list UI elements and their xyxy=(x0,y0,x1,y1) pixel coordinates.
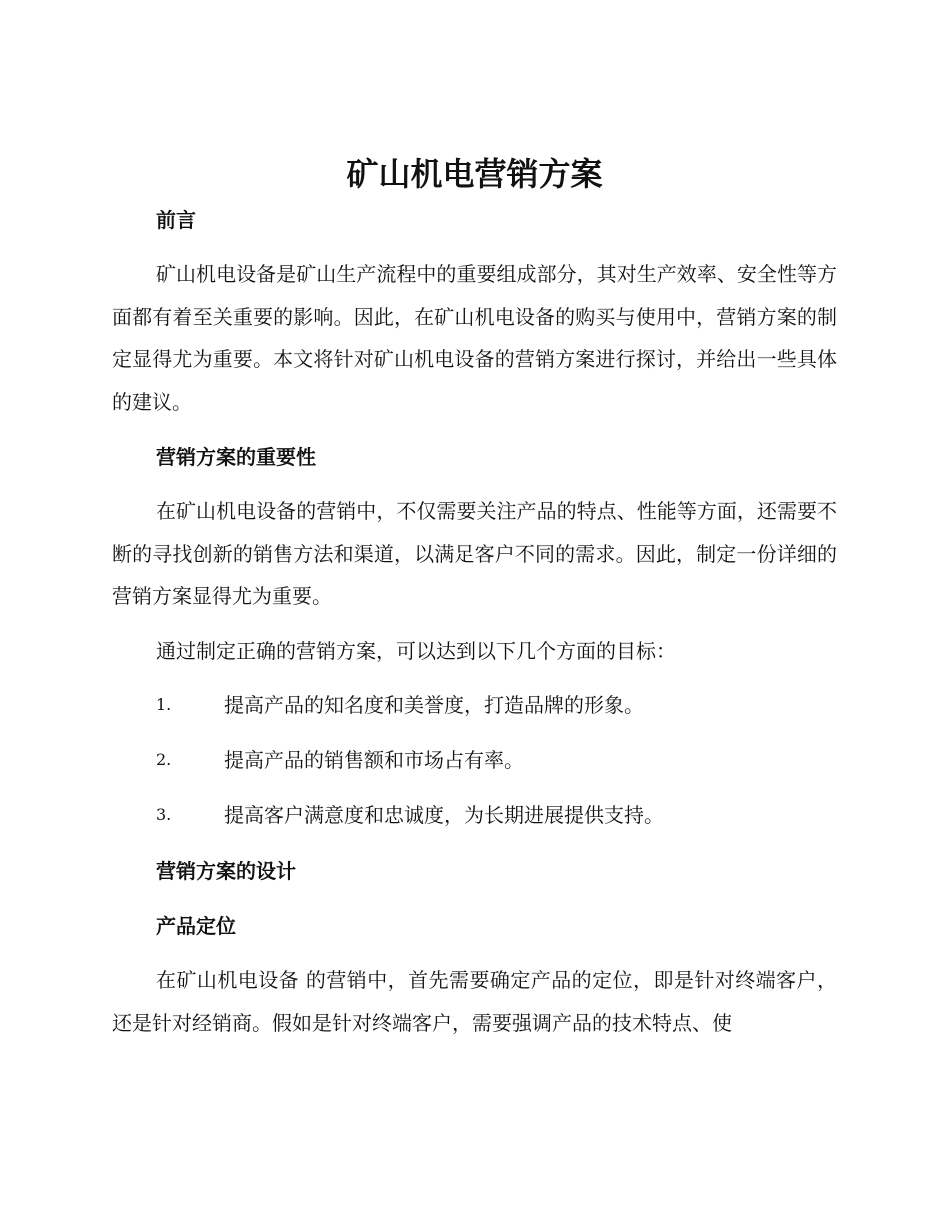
document-title: 矿山机电营销方案 xyxy=(346,155,603,193)
section-heading-importance: 营销方案的重要性 xyxy=(156,445,316,469)
paragraph-positioning: 在矿山机电设备 的营销中，首先需要确定产品的定位，即是针对终端客户，还是针对经销商。假如是针对终端客户，需要强调产品的技术特点、使 xyxy=(112,968,837,1035)
paragraph-importance: 在矿山机电设备的营销中，不仅需要关注产品的特点、性能等方面，还需要不断的寻找创新的销售方法和渠道，以满足客户不同的需求。因此，制定一份详细的营销方案显得尤为重要。 xyxy=(112,499,837,608)
section-heading-preface: 前言 xyxy=(156,208,196,232)
paragraph-goals-intro: 通过制定正确的营销方案，可以达到以下几个方面的目标： xyxy=(156,638,676,663)
list-item xyxy=(112,794,837,849)
list-text: 提高客户满意度和忠诚度，为长期进展提供支持。 xyxy=(224,803,664,827)
list-text: 提高产品的销售额和市场占有率。 xyxy=(224,748,524,772)
paragraph-preface: 矿山机电设备是矿山生产流程中的重要组成部分，其对生产效率、安全性等方面都有着至关重要的影响。因此，在矿山机电设备的购买与使用中，营销方案的制定显得尤为重要。本文将针对矿山机电设备的营销方案进行探讨，并给出一些具体的建议。 xyxy=(112,262,837,414)
list-text: 提高产品的知名度和美誉度，打造品牌的形象。 xyxy=(224,693,644,717)
section-heading-design: 营销方案的设计 xyxy=(156,859,296,883)
list-item xyxy=(112,684,837,739)
document-content xyxy=(112,150,837,1056)
section-heading-positioning: 产品定位 xyxy=(156,914,236,938)
list-item xyxy=(112,739,837,794)
list-number: 1. xyxy=(156,695,172,714)
list-number: 2. xyxy=(156,750,172,769)
list-number: 3. xyxy=(156,805,172,824)
